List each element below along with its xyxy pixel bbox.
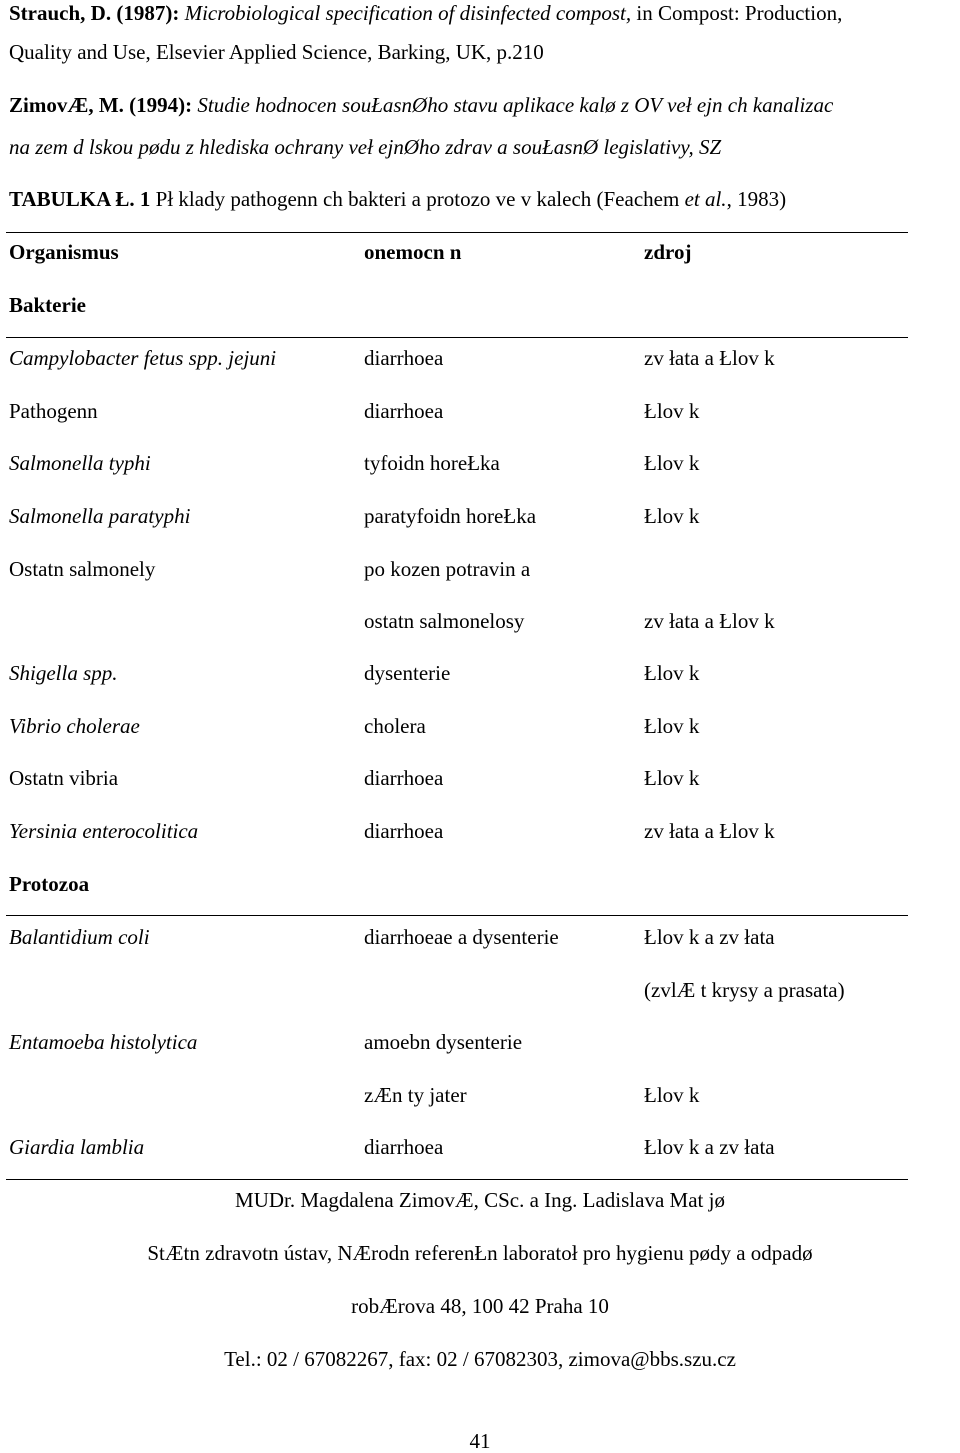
footer-contact: Tel.: 02 / 67082267, fax: 02 / 67082303, zimova@bbs.szu.cz — [224, 1347, 736, 1371]
prot-row-4-source: Łlov k a zv łata — [644, 1135, 775, 1159]
table-top-rule — [6, 232, 908, 233]
row-6-disease: dysenterie — [364, 661, 451, 685]
row-6-source: Łlov k — [644, 661, 700, 685]
prot-row-1-source: (zvlÆ t krysy a prasata) — [644, 978, 845, 1002]
table-caption-end: , 1983) — [726, 187, 787, 211]
table-caption-etal: et al. — [684, 187, 727, 211]
prot-row-3-source: Łlov k — [644, 1083, 700, 1107]
ref-zimova-title1: Studie hodnocen souŁasnØho stavu aplikace kalø z OV veł ejn ch kanalizac — [197, 93, 834, 117]
row-7-source: Łlov k — [644, 714, 700, 738]
prot-row-2-org: Entamoeba histolytica — [9, 1030, 198, 1054]
prot-row-3-disease: zÆn ty jater — [364, 1083, 467, 1107]
ref-zimova-author: ZimovÆ, M. (1994): — [9, 93, 193, 117]
row-6-org: Shigella spp. — [9, 661, 118, 685]
prot-row-2-disease: amoebn dysenterie — [364, 1030, 523, 1054]
row-2-source: Łlov k — [644, 451, 700, 475]
section-bacteria: Bakterie — [9, 293, 86, 317]
prot-row-4-disease: diarrhoea — [364, 1135, 444, 1159]
row-3-disease: paratyfoidn horeŁka — [364, 504, 537, 528]
row-1-disease: diarrhoea — [364, 399, 444, 423]
row-4-org: Ostatn salmonely — [9, 557, 156, 581]
ref-zimova-line1 — [9, 95, 833, 116]
ref-strauch-author: Strauch, D. (1987): — [9, 1, 180, 25]
row-7-disease: cholera — [364, 714, 426, 738]
row-8-source: Łlov k — [644, 766, 700, 790]
header-organismus: Organismus — [9, 240, 119, 264]
row-1-org: Pathogenn — [9, 399, 98, 423]
table-caption-text: Pł klady pathogenn ch bakteri a protozo ve v kalech (Feachem — [150, 187, 685, 211]
footer-authors: MUDr. Magdalena ZimovÆ, CSc. a Ing. Ladislava Mat jø — [235, 1188, 725, 1212]
row-5-disease: ostatn salmonelosy — [364, 609, 525, 633]
ref-strauch-rest: in Compost: Production, — [631, 1, 843, 25]
table-header-rule — [6, 337, 908, 338]
row-9-source: zv łata a Łlov k — [644, 819, 775, 843]
row-2-disease: tyfoidn horeŁka — [364, 451, 500, 475]
header-zdroj: zdroj — [644, 240, 692, 264]
row-9-org: Yersinia enterocolitica — [9, 819, 199, 843]
row-0-disease: diarrhoea — [364, 346, 444, 370]
ref-strauch-title: Microbiological specification of disinfected compost, — [184, 1, 632, 25]
header-onemocneni: onemocn n — [364, 240, 462, 264]
row-5-source: zv łata a Łlov k — [644, 609, 775, 633]
row-8-disease: diarrhoea — [364, 766, 444, 790]
row-2-org: Salmonella typhi — [9, 451, 151, 475]
ref-zimova-title2: na zem d lskou pødu z hlediska ochrany veł ejnØho zdrav a souŁasnØ legislativy, SZ — [9, 135, 722, 159]
ref-strauch-line2: Quality and Use, Elsevier Applied Science, Barking, UK, p.210 — [9, 40, 544, 64]
prot-row-0-disease: diarrhoeae a dysenterie — [364, 925, 559, 949]
section-protozoa: Protozoa — [9, 872, 90, 896]
row-3-org: Salmonella paratyphi — [9, 504, 191, 528]
row-0-source: zv łata a Łlov k — [644, 346, 775, 370]
ref-strauch-line1 — [9, 3, 842, 24]
protozoa-rule — [6, 915, 908, 916]
table-caption-label: TABULKA Ł. 1 — [9, 187, 151, 211]
footer-institute: StÆtn zdravotn ústav, NÆrodn referenŁn laboratoł pro hygienu pødy a odpadø — [147, 1241, 813, 1265]
row-1-source: Łlov k — [644, 399, 700, 423]
prot-row-0-org: Balantidium coli — [9, 925, 150, 949]
row-8-org: Ostatn vibria — [9, 766, 119, 790]
footer-address: robÆrova 48, 100 42 Praha 10 — [351, 1294, 609, 1318]
row-7-org: Vibrio cholerae — [9, 714, 140, 738]
row-0-org: Campylobacter fetus spp. jejuni — [9, 346, 277, 370]
prot-row-0-source: Łlov k a zv łata — [644, 925, 775, 949]
row-9-disease: diarrhoea — [364, 819, 444, 843]
row-3-source: Łlov k — [644, 504, 700, 528]
row-4-disease: po kozen potravin a — [364, 557, 531, 581]
table-bottom-rule — [6, 1179, 908, 1180]
page-number: 41 — [469, 1429, 491, 1453]
table-caption — [9, 189, 786, 210]
prot-row-4-org: Giardia lamblia — [9, 1135, 145, 1159]
